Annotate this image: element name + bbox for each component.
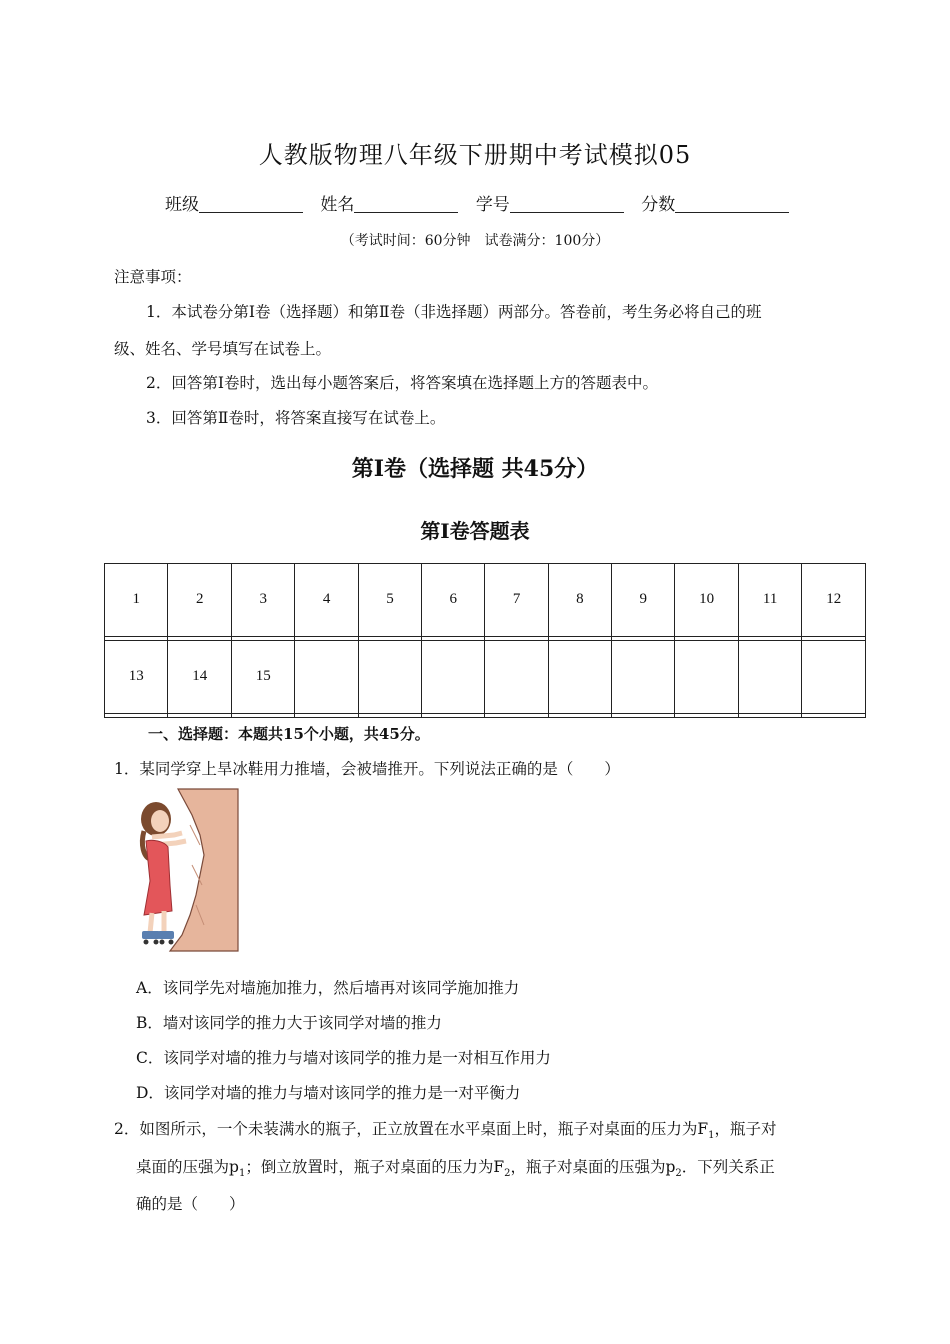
q-number-cell: 8 <box>548 564 611 637</box>
student-id-blank <box>510 194 624 213</box>
answer-table-title: 第Ⅰ卷答题表 <box>420 519 530 543</box>
answer-cell[interactable] <box>231 713 294 717</box>
answer-cell[interactable] <box>485 713 548 717</box>
q2-line-2-text-b: ；倒立放置时，瓶子对桌面的压力为F <box>245 1158 505 1176</box>
q-number-cell: 11 <box>738 564 801 637</box>
empty-cell <box>548 640 611 713</box>
q2-line-1 <box>114 1117 777 1141</box>
q-number-cell: 5 <box>358 564 421 637</box>
answer-cell[interactable] <box>675 713 738 717</box>
section-title: 第Ⅰ卷（选择题 共45分） <box>351 456 599 482</box>
q-number-cell: 7 <box>485 564 548 637</box>
q-number-cell: 12 <box>802 564 866 637</box>
q-number-cell: 3 <box>231 564 294 637</box>
answer-cell[interactable] <box>422 713 485 717</box>
q2-sub-p2: 2 <box>675 1168 682 1180</box>
answer-cell[interactable] <box>738 713 801 717</box>
q-number-cell: 1 <box>105 564 168 637</box>
q-number-cell: 9 <box>612 564 675 637</box>
q1-option-d: D．该同学对墙的推力与墙对该同学的推力是一对平衡力 <box>136 1084 521 1102</box>
note-1-line-1: 1．本试卷分第Ⅰ卷（选择题）和第Ⅱ卷（非选择题）两部分。答卷前，考生务必将自己的班 <box>146 303 762 321</box>
q-number-cell: 4 <box>295 564 358 637</box>
empty-cell <box>612 640 675 713</box>
q1-option-a: A．该同学先对墙施加推力，然后墙再对该同学施加推力 <box>136 979 520 997</box>
student-id-label: 学号 <box>475 195 510 215</box>
name-blank <box>354 194 458 213</box>
name-label: 姓名 <box>320 195 355 215</box>
part-heading: 一、选择题：本题共15个小题，共45分。 <box>148 725 430 743</box>
empty-cell <box>358 640 421 713</box>
notes-heading: 注意事项： <box>114 268 192 286</box>
q2-line-1-text-b: ，瓶子对 <box>714 1120 777 1138</box>
class-blank <box>199 194 303 213</box>
empty-cell <box>295 640 358 713</box>
empty-cell <box>738 640 801 713</box>
exam-time: （考试时间：60分钟 试卷满分：100分） <box>340 233 610 249</box>
page-title: 人教版物理八年级下册期中考试模拟05 <box>258 141 692 169</box>
q2-line-2-text-a: 桌面的压强为p <box>136 1158 239 1176</box>
q-number-cell: 10 <box>675 564 738 637</box>
answer-cell[interactable] <box>358 713 421 717</box>
answer-table-answer-row <box>105 713 866 717</box>
student-info-line <box>165 190 801 215</box>
answer-table <box>104 563 866 718</box>
answer-cell[interactable] <box>105 713 168 717</box>
q-number-cell: 15 <box>231 640 294 713</box>
q2-line-3: 确的是（ ） <box>136 1195 245 1213</box>
answer-cell[interactable] <box>168 713 231 717</box>
score-label: 分数 <box>641 195 676 215</box>
class-label: 班级 <box>165 195 199 215</box>
q2-sub-f1: 1 <box>708 1130 715 1142</box>
q2-line-1-text-a: 2．如图所示，一个未装满水的瓶子，正立放置在水平桌面上时，瓶子对桌面的压力为F <box>114 1120 709 1138</box>
answer-cell[interactable] <box>295 713 358 717</box>
q-number-cell: 6 <box>422 564 485 637</box>
note-1-line-2: 级、姓名、学号填写在试卷上。 <box>114 340 332 358</box>
empty-cell <box>675 640 738 713</box>
answer-cell[interactable] <box>612 713 675 717</box>
empty-cell <box>422 640 485 713</box>
answer-table-number-row <box>105 564 866 637</box>
empty-cell <box>485 640 548 713</box>
note-3: 3．回答第Ⅱ卷时，将答案直接写在试卷上。 <box>146 409 446 427</box>
q-number-cell: 2 <box>168 564 231 637</box>
q-number-cell: 13 <box>105 640 168 713</box>
girl-pushing-wall-illustration <box>130 785 242 953</box>
note-2: 2．回答第Ⅰ卷时，选出每小题答案后，将答案填在选择题上方的答题表中。 <box>146 374 658 392</box>
q1-option-b: B．墙对该同学的推力大于该同学对墙的推力 <box>136 1014 442 1032</box>
q2-line-2-text-c: ，瓶子对桌面的压强为p <box>510 1158 676 1176</box>
answer-cell[interactable] <box>548 713 611 717</box>
q2-line-2-text-d: ．下列关系正 <box>681 1158 775 1176</box>
q2-line-2 <box>136 1155 775 1179</box>
answer-table-number-row <box>105 640 866 713</box>
q1-option-c: C．该同学对墙的推力与墙对该同学的推力是一对相互作用力 <box>136 1049 551 1067</box>
q2-sub-p1: 1 <box>238 1168 246 1180</box>
q2-sub-f2: 2 <box>504 1168 511 1180</box>
score-blank <box>675 194 789 213</box>
empty-cell <box>802 640 866 713</box>
answer-cell[interactable] <box>802 713 866 717</box>
q1-stem: 1．某同学穿上旱冰鞋用力推墙，会被墙推开。下列说法正确的是（ ） <box>114 760 620 778</box>
q-number-cell: 14 <box>168 640 231 713</box>
